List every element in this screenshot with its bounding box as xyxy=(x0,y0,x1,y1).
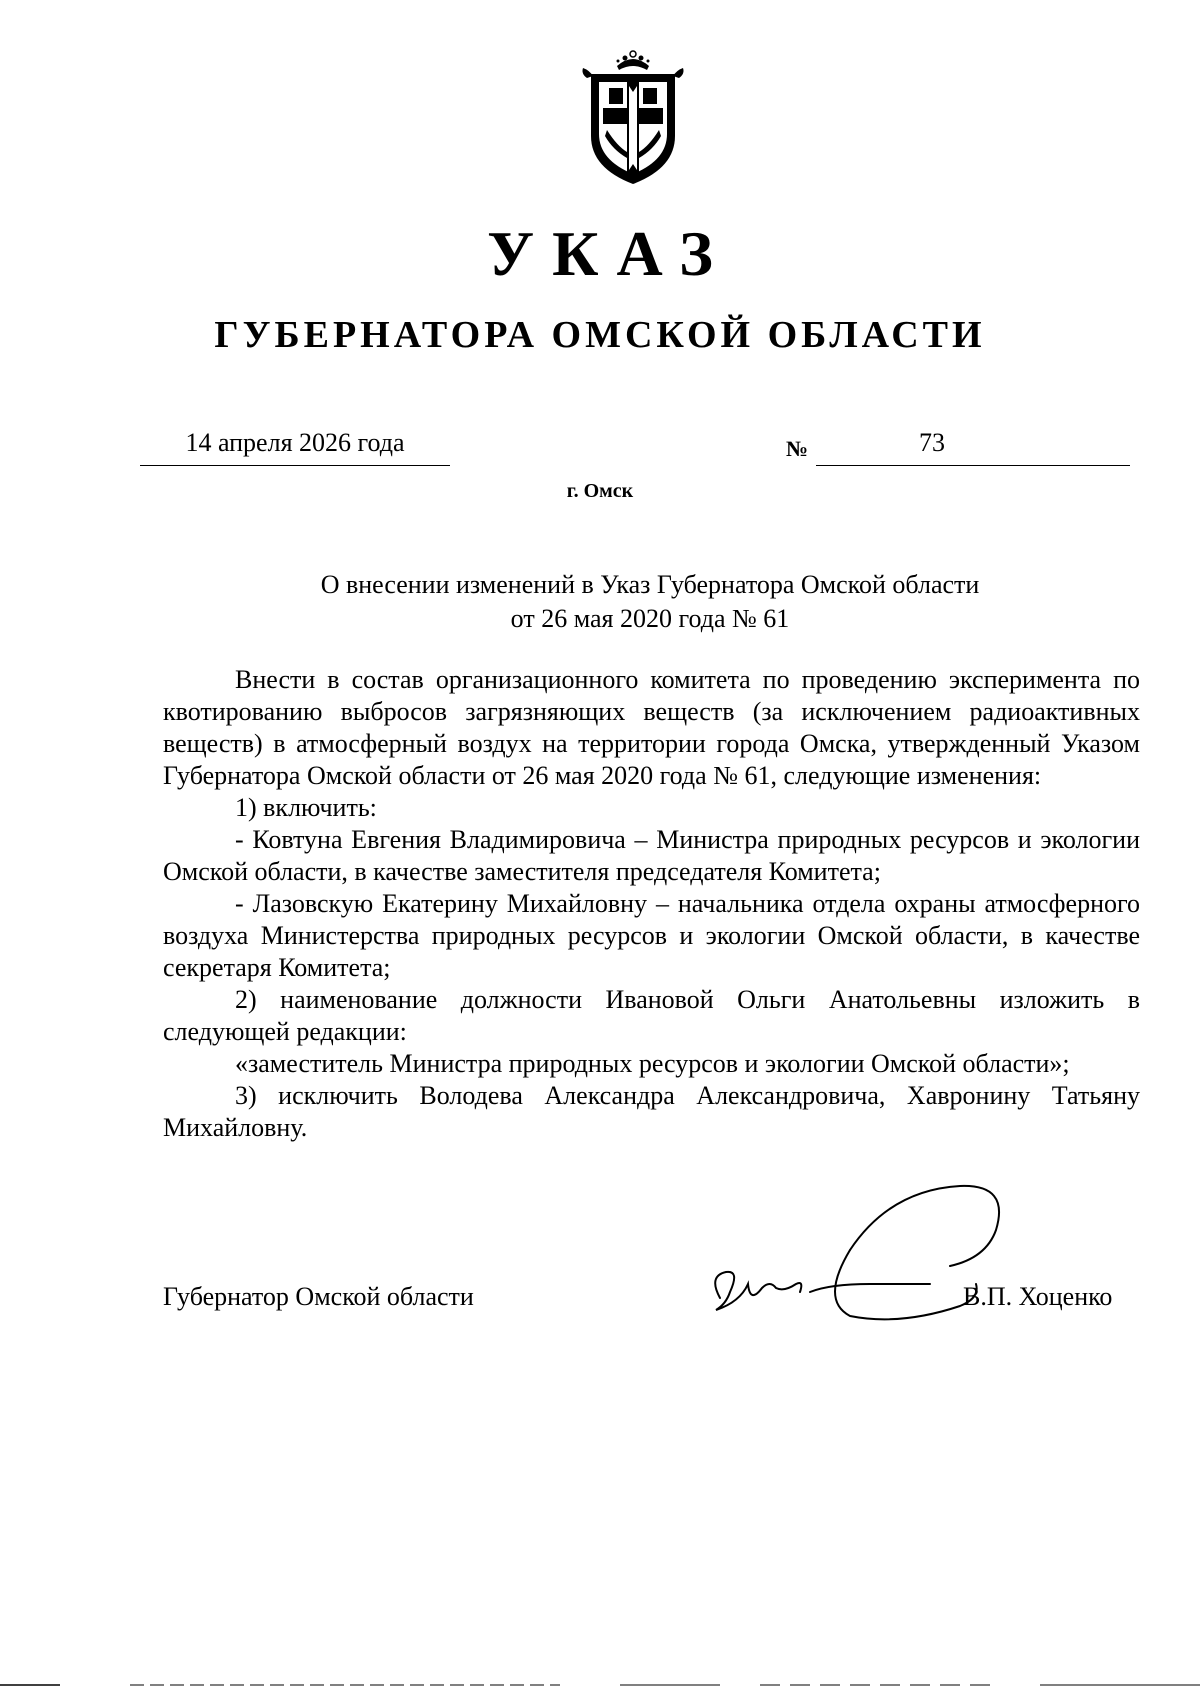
document-type-title: УКАЗ xyxy=(487,218,731,289)
body-paragraph: «заместитель Министра природных ресурсов и экологии Омской области»; xyxy=(235,1049,1070,1078)
body-paragraph: - Лазовскую Екатерину Михайловну – начальника отдела охраны атмосферного воздуха Министерства природных ресурсов и экологии Омской области, в качестве секретаря Комитета; xyxy=(163,889,1140,982)
document-title-line: О внесении изменений в Указ Губернатора Омской области xyxy=(320,570,980,599)
date-underline xyxy=(140,465,450,466)
body-paragraph: Внести в состав организационного комитета по проведению эксперимента по квотированию выбросов загрязняющих веществ (за исключением радиоактивных веществ) в атмосферный воздух на территории города Омска, утвержденный Указом Губернатора Омской области от 26 мая 2020 года № 61, следующие изменения: xyxy=(163,665,1140,790)
page-bottom-edge xyxy=(0,1684,1200,1686)
decree-date: 14 апреля 2026 года xyxy=(185,428,405,457)
handwritten-signature-icon xyxy=(700,1180,1040,1360)
signatory-position: Губернатор Омской области xyxy=(163,1282,474,1311)
omsk-region-coat-of-arms-icon xyxy=(573,48,693,188)
number-field xyxy=(816,426,1130,466)
issuer-title: ГУБЕРНАТОРА ОМСКОЙ ОБЛАСТИ xyxy=(214,314,986,356)
number-sign: № xyxy=(786,436,809,461)
body-paragraph: 3) исключить Володева Александра Александровича, Хавронину Татьяну Михайловну. xyxy=(163,1081,1140,1142)
date-field xyxy=(140,426,450,466)
document-body xyxy=(163,664,1140,1144)
city-label: г. Омск xyxy=(566,480,634,502)
body-paragraph: - Ковтуна Евгения Владимировича – Министра природных ресурсов и экологии Омской области, в качестве заместителя председателя Комитета; xyxy=(163,825,1140,886)
document-title xyxy=(220,568,1080,636)
document-title-line: от 26 мая 2020 года № 61 xyxy=(510,604,790,633)
number-underline xyxy=(816,465,1130,466)
signatory-name: В.П. Хоценко xyxy=(963,1282,1113,1311)
body-paragraph: 2) наименование должности Ивановой Ольги Анатольевны изложить в следующей редакции: xyxy=(163,985,1140,1046)
body-paragraph: 1) включить: xyxy=(235,793,377,822)
decree-number: 73 xyxy=(919,428,945,457)
